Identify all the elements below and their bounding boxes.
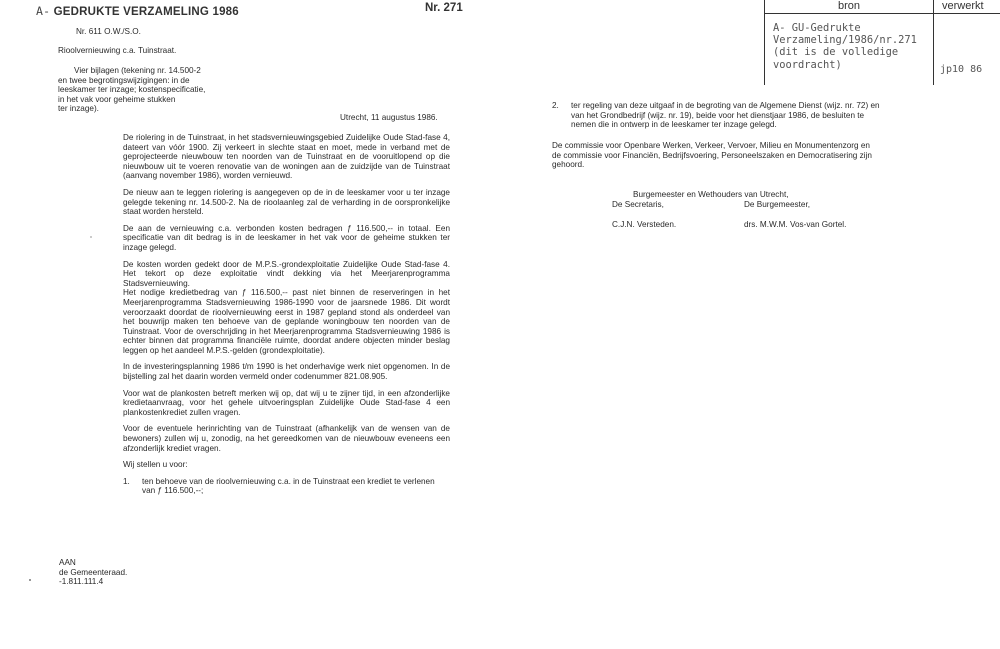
body-paragraph: Voor wat de plankosten betreft merken wij op, dat wij u te zijner tijd, in een afzonderlijke kredietaanvraag, voor het gehele uitvoeringsplan Zuidelijke Oude Stad-fase 4 een plankostenkrediet zullen vragen. [123,388,450,417]
enclosure-line: in het vak voor geheime stukken [58,94,176,104]
collection-title: GEDRUKTE VERZAMELING 1986 [53,6,239,18]
body-paragraph: De riolering in de Tuinstraat, in het stadsvernieuwingsgebied Zuidelijke Oude Stad-fase 4, dateert van vóór 1900. Zij verkeert in slechte staat en moet, mede in verband met de geprojecteerde nieuwbouw ten noorden van de Tuinstraat en de vooruitlopend op die nieuwbouw uit te voeren renovatie van de woningen aan de zuidzijde van de Tuinstraat (aanvang november 1986), worden vernieuwd. [123,133,450,181]
enclosures-note [58,66,233,114]
addressee-line: AAN [59,558,76,567]
body-paragraph: De kosten worden gedekt door de M.P.S.-grondexploitatie Zuidelijke Oude Stad-fase 4. Het tekort op deze exploitatie vindt dekking via het Meerjarenprogramma Stadsvernieuwing. [123,259,450,288]
processed-code: jp10 86 [940,64,983,75]
body-paragraph: Voor de eventuele herinrichting van de Tuinstraat (afhankelijk van de wensen van de bewoners) zullen wij u, zonodig, na het gereedkomen van de nieuwbouw eveneens een afzonderlijk krediet vragen. [123,424,450,453]
enclosure-line: en twee begrotingswijzigingen: in de [58,75,190,85]
letter-body [123,133,450,496]
addressee-block [59,558,127,587]
body-paragraph: Het nodige kredietbedrag van ƒ 116.500,-- past niet binnen de reserveringen in het Meerjarenprogramma Stadsvernieuwing 1986-1990 voor de jaarsnede 1986. Dit wordt veroorzaakt doordat de rioolvernieuwing eerst in 1987 gepland stond als onderdeel van het bouwrijp maken ten behoeve van de geplande woningbouw ten noorden van de Tuinstraat. Voor de overschrijding in het Meerjarenprogramma Stadsvernieuwing 1986 is echter binnen dat programma financiële ruimte, doordat andere objecten minder beslag leggen op het aandeel M.P.S.-gelden (grondexploitatie). [123,288,450,355]
scan-speck [29,579,31,581]
addressee-line: -1.811.111.4 [59,577,104,587]
body-paragraph: In de investeringsplanning 1986 t/m 1990 is het onderhavige werk niet opgenomen. In de bijstelling zal het daarin worden vermeld onder codenummer 821.08.905. [123,362,450,382]
mayor-name: drs. M.W.M. Vos-van Gortel. [744,220,847,229]
enclosure-line: ter inzage). [58,104,99,114]
body-paragraph: De aan de vernieuwing c.a. verbonden kosten bedragen ƒ 116.500,-- in totaal. Een specificatie van dit bedrag is in de leeskamer in het vak voor de geheime stukken ter inzage gelegd. [123,223,450,252]
proposal-number: 1. [123,476,130,486]
processed-column-label: verwerkt [942,0,984,12]
document-number: Nr. 271 [425,2,463,14]
body-paragraph: Wij stellen u voor: [123,460,188,470]
reference-number: Nr. 611 O.W./S.O. [76,27,141,36]
subject-line: Rioolvernieuwing c.a. Tuinstraat. [58,46,177,55]
scan-speck [90,236,92,238]
secretary-title: De Secretaris, [612,200,664,209]
proposal-item [123,477,450,496]
proposal-item [552,101,880,130]
proposal-text: ten behoeve van de rioolvernieuwing c.a. in de Tuinstraat een krediet te verlenen van ƒ 116.500,--; [142,476,435,496]
body-paragraph: De nieuw aan te leggen riolering is aangegeven op de in de leeskamer voor u ter inzage gelegde tekening nr. 14.500-2. Na de rioolaanleg zal de verharding in de oorspronkelijke staat worden hersteld. [123,187,450,217]
secretary-name: C.J.N. Versteden. [612,220,677,229]
signature-heading: Burgemeester en Wethouders van Utrecht, [633,190,789,199]
letter-date: Utrecht, 11 augustus 1986. [340,113,438,122]
source-column-label: bron [838,0,861,12]
addressee-line: de Gemeenteraad. [59,567,128,577]
series-prefix: A- [36,4,51,18]
collection-header [36,4,239,18]
source-reference: A- GU-Gedrukte Verzameling/1986/nr.271 (dit is de volledige voordracht) [773,22,917,71]
enclosure-line: Vier bijlagen (tekening nr. 14.500-2 [74,66,201,75]
commission-statement: De commissie voor Openbare Werken, Verkeer, Vervoer, Milieu en Monumentenzorg en de commissie voor Financiën, Bedrijfsvoering, Personeelszaken en Democratisering zijn gehoord. [552,141,872,170]
proposal-text: ter regeling van deze uitgaaf in de begroting van de Algemene Dienst (wijz. nr. 72) en van het Grondbedrijf (wijz. nr. 19), beide voor het dienstjaar 1986, de besluiten te nemen die in ontwerp in de leeskamer ter inzage gelegd. [571,101,880,130]
mayor-title: De Burgemeester, [744,200,810,209]
enclosure-line: leeskamer ter inzage; kostenspecificatie, [58,85,206,95]
archive-stamp [764,0,1000,85]
proposal-number: 2. [552,101,559,110]
